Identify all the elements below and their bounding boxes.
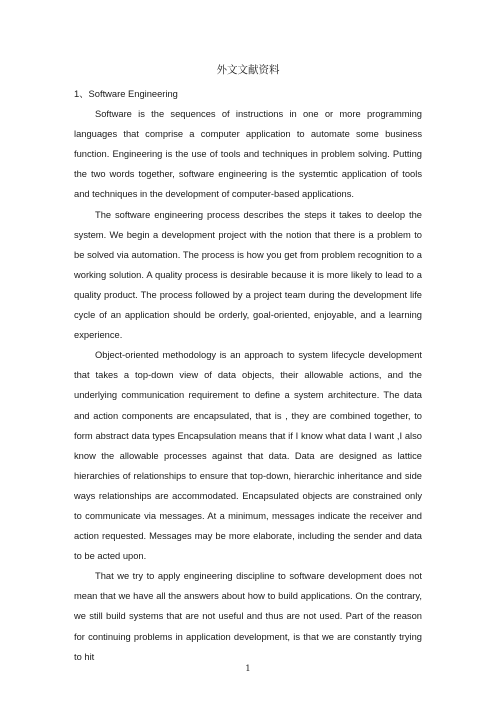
paragraph: That we try to apply engineering discipline to software development does not mean that we have all the answers about how to build applications. On the contrary, we still build systems that are not useful and thus are not used. Part of the reason for continuing problems in application development, is that we are constantly trying to hit <box>74 571 422 662</box>
paragraph: Object-oriented methodology is an approach to system lifecycle development that takes a top-down view of data objects, their allowable actions, and the underlying communication requirement to define a system architecture. The data and action components are encapsulated, that is , they are combined together, to form abstract data types Encapsulation means that if I know what data I want ,I also know the allowable processes against that data. Data are designed as lattice hierarchies of relationships to ensure that top-down, hierarchic inheritance and side ways relationships are accommodated. Encapsulated objects are constrained only to communicate via messages. At a minimum, messages indicate the receiver and action requested. Messages may be more elaborate, including the sender and data to be acted upon. <box>74 350 422 562</box>
page-number: 1 <box>245 664 251 674</box>
section-heading: 1、Software Engineering <box>74 89 178 99</box>
document-body <box>74 84 422 667</box>
document-title: 外文文献资料 <box>216 64 280 76</box>
paragraph: Software is the sequences of instructions in one or more programming languages that comprise a computer application to automate some business function. Engineering is the use of tools and techniques in problem solving. Putting the two words together, software engineering is the systemtic application of tools and techniques in the development of computer-based applications. <box>74 109 422 200</box>
paragraph: The software engineering process describes the steps it takes to deelop the system. We begin a development project with the notion that there is a problem to be solved via automation. The process is how you get from problem recognition to a working solution. A quality process is desirable because it is more likely to lead to a quality product. The process followed by a project team during the development life cycle of an application should be orderly, goal-oriented, enjoyable, and a learning experience. <box>74 209 422 341</box>
